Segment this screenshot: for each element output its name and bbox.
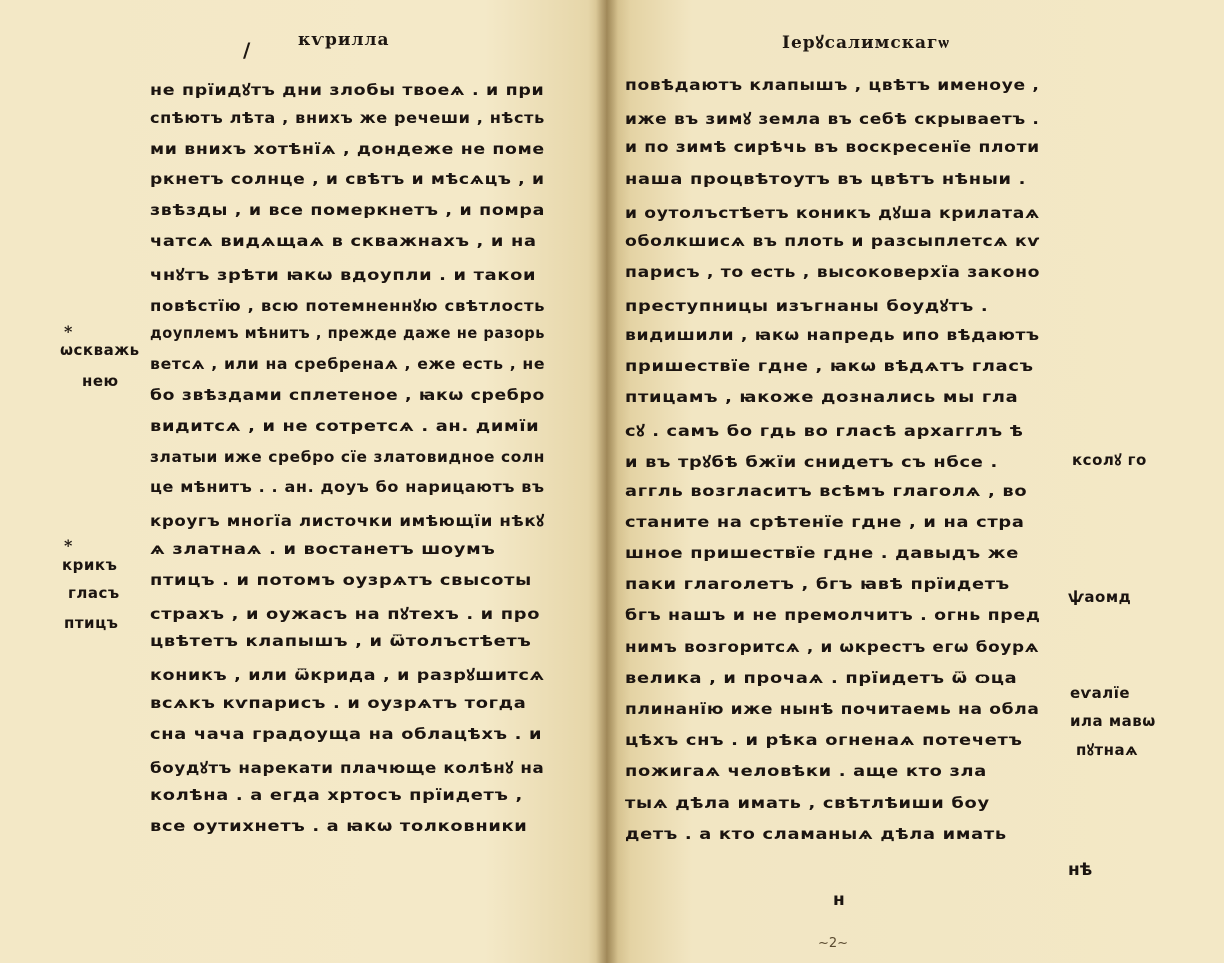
text-line: бгъ нашъ и не премолчитъ . огнь пред (625, 606, 1041, 625)
footer-mark: ~2~ (818, 936, 849, 951)
text-line: паки глаголетъ , бгъ ꙗвѣ прїидетъ (625, 575, 1010, 594)
text-line: звѣзды , и все померкнетъ , и помра (150, 201, 546, 220)
text-line: сꙋ . самъ бо гдь во гласѣ архагглъ ѣ (625, 422, 1024, 441)
text-line: пришествїе гдне , ꙗкѡ вѣдѧтъ гласъ (625, 356, 1034, 375)
text-line: и въ трꙋбѣ бжїи снидетъ съ нбсе . (625, 453, 998, 472)
ink-stroke-mark: / (243, 38, 251, 62)
text-line: шное пришествїе гдне . давыдъ же (625, 544, 1019, 562)
text-line: чатсѧ видѧщаѧ в скважнахъ , и на (150, 232, 537, 250)
text-line: не прїидꙋтъ дни злобы твоеѧ . и при (150, 81, 545, 99)
text-line: боудꙋтъ нарекати плачюще колѣнꙋ на (150, 758, 545, 777)
text-line: преступницы изъгнаны боудꙋтъ . (625, 297, 989, 316)
text-line: иже въ зимꙋ земла въ себѣ скрываетъ . (625, 110, 1040, 129)
left-running-head: кѵрилла (298, 30, 390, 50)
margin-note: ксолꙋ го (1072, 451, 1147, 469)
text-line: птицамъ , ꙗкоже дознались мы гла (625, 388, 1019, 406)
text-line: парисъ , то есть , высоковерхїа законо (625, 263, 1041, 282)
text-line: цвѣтетъ клапышъ , и ѿтолъстѣетъ (150, 632, 532, 651)
margin-note: нею (82, 372, 119, 390)
text-line: колѣна . а егда хртосъ прїидетъ , (150, 786, 523, 805)
text-line: страхъ , и оужасъ на пꙋтехъ . и про (150, 604, 541, 623)
text-line: аггль возгласитъ всѣмъ глаголѧ , во (625, 481, 1028, 500)
text-line: видишили , ꙗкѡ напредь ипо вѣдаютъ (625, 325, 1040, 344)
asterisk-mark: * (64, 322, 73, 341)
right-running-head: Ӏерꙋсалимскагѡ (782, 33, 950, 53)
text-line: спѣютъ лѣта , внихъ же речеши , нѣсть (150, 108, 545, 127)
text-line: ветсѧ , или на сребренаѧ , еже есть , не (150, 355, 546, 374)
text-line: доуплемъ мѣнитъ , прежде даже не разорь (150, 324, 546, 343)
book-gutter (596, 0, 618, 963)
text-line: повѣдаютъ клапышъ , цвѣтъ именоуе , (625, 76, 1040, 94)
text-line: плинанїю иже нынѣ почитаемь на обла (625, 700, 1040, 718)
text-line: ми внихъ хотѣнїѧ , дондеже не поме (150, 139, 545, 158)
margin-note: птицъ (64, 614, 119, 632)
text-line: ѧ златнаѧ . и востанетъ шоумъ (150, 540, 496, 558)
margin-note: еѵалїе (1070, 684, 1131, 702)
text-line: златыи иже сребро сїе златовидное солн (150, 447, 546, 466)
text-line: велика , и прочаѧ . прїидетъ ѿ ѻца (625, 668, 1018, 687)
quire-signature: н (833, 890, 845, 910)
text-line: и оутолъстѣетъ коникъ дꙋша крилатаѧ (625, 203, 1040, 222)
margin-note: ѱаомд (1068, 588, 1132, 606)
text-line: ркнетъ солнце , и свѣтъ и мѣсѧцъ , и (150, 170, 545, 189)
margin-note: ила мавѡ (1070, 712, 1156, 730)
text-line: видитсѧ , и не сотретсѧ . ан. димїи (150, 416, 540, 435)
text-line: детъ . а кто сламаныѧ дѣла имать (625, 824, 1007, 843)
text-line: станите на срѣтенїе гдне , и на стра (625, 512, 1025, 531)
text-line: це мѣнитъ . . ан. доуъ бо нарицаютъ въ (150, 478, 545, 497)
margin-note: ѡскважь (60, 341, 140, 359)
text-line: повѣстїю , всю потемненнꙋю свѣтлость (150, 296, 546, 315)
text-line: кроугъ многїа листочки имѣющїи нѣкꙋ (150, 512, 545, 531)
text-line: все оутихнетъ . а ꙗкѡ толковники (150, 817, 528, 836)
text-line: цѣхъ снъ . и рѣка огненаѧ потечетъ (625, 731, 1023, 750)
catchword: нѣ (1068, 860, 1093, 880)
text-line: всѧкъ кѵпарисъ . и оузрѧтъ тогда (150, 694, 527, 712)
margin-note: пꙋтнаѧ (1076, 741, 1139, 759)
text-line: коникъ , или ѿкрида , и разрꙋшитсѧ (150, 666, 545, 685)
text-line: тыѧ дѣла имать , свѣтлѣиши боу (625, 793, 990, 812)
text-line: пожигаѧ человѣки . аще кто зла (625, 762, 988, 781)
text-line: бо звѣздами сплетеное , ꙗкѡ сребро (150, 386, 545, 404)
text-line: наша процвѣтоутъ въ цвѣтъ нѣныи . (625, 169, 1027, 188)
asterisk-mark: * (64, 536, 73, 555)
text-line: сна чача градоуща на облацѣхъ . и (150, 724, 543, 743)
text-line: птицъ . и потомъ оузрѧтъ свысоты (150, 570, 532, 589)
text-line: оболкшисѧ въ плоть и разсыплетсѧ кѵ (625, 232, 1041, 250)
text-line: чнꙋтъ зрѣти ꙗкѡ вдоупли . и такои (150, 265, 537, 284)
margin-note: гласъ (68, 584, 120, 602)
text-line: нимъ возгоритсѧ , и ѡкрестъ егѡ боурѧ (625, 637, 1040, 656)
margin-note: крикъ (62, 556, 118, 574)
text-line: и по зимѣ сирѣчь въ воскресенїе плоти (625, 138, 1040, 157)
